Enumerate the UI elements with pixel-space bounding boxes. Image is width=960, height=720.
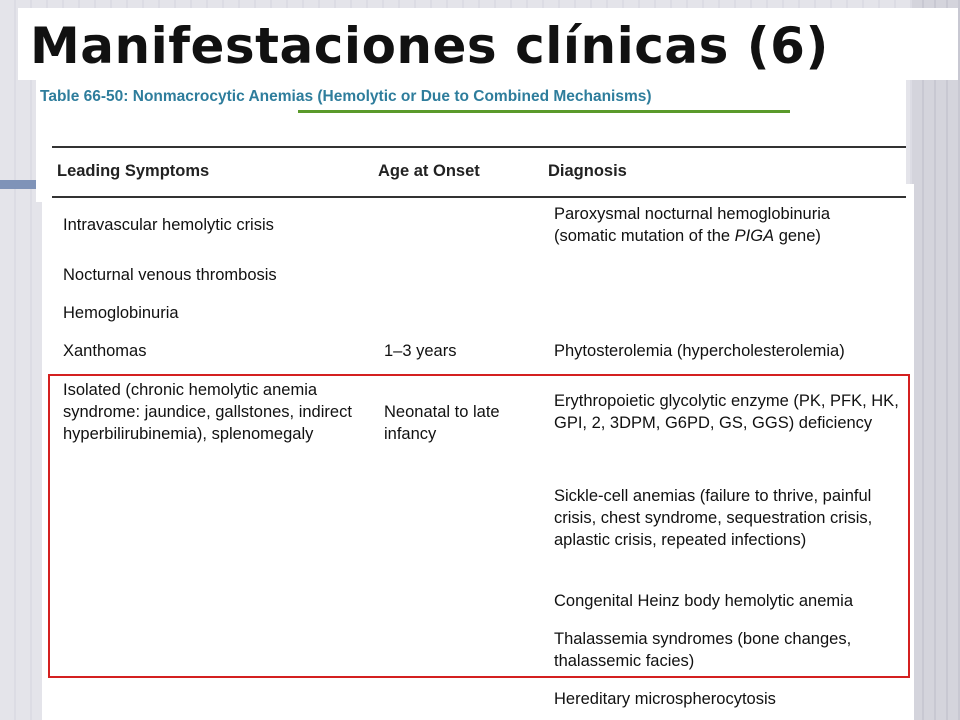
diagnosis-text: gene) [774, 227, 821, 245]
slide-title: Manifestaciones clínicas (6) [30, 17, 829, 75]
cell-diagnosis: Thalassemia syndromes (bone changes, thalassemic facies) [554, 630, 852, 670]
cell-symptoms: Nocturnal venous thrombosis [63, 266, 277, 284]
cell-age: 1–3 years [384, 342, 457, 360]
cell-diagnosis: Hereditary microspherocytosis [554, 690, 776, 708]
cell-symptoms: Isolated (chronic hemolytic anemia syndrome: jaundice, gallstones, indirect hyperbilirubinemia), splenomegaly [63, 381, 352, 443]
cell-symptoms: Hemoglobinuria [63, 304, 179, 322]
diagnosis-text: (somatic mutation of the [554, 227, 735, 245]
gene-name: PIGA [734, 227, 775, 245]
column-header-diagnosis: Diagnosis [548, 162, 627, 180]
table-header-rule [52, 196, 906, 198]
cell-diagnosis: Phytosterolemia (hypercholesterolemia) [554, 342, 845, 360]
cell-symptoms: Xanthomas [63, 342, 147, 360]
caption-underline [298, 110, 790, 113]
column-header-symptoms: Leading Symptoms [57, 162, 210, 180]
column-header-age: Age at Onset [378, 162, 480, 180]
cell-diagnosis: Congenital Heinz body hemolytic anemia [554, 592, 853, 610]
slide-side-decoration [912, 0, 960, 720]
cell-age: Neonatal to late infancy [384, 403, 500, 443]
cell-diagnosis: Sickle-cell anemias (failure to thrive, painful crisis, chest syndrome, sequestration crisis, aplastic crisis, repeated infections) [554, 487, 873, 549]
highlight-box [48, 374, 910, 678]
table-top-rule [52, 146, 906, 148]
diagnosis-line: Paroxysmal nocturnal hemoglobinuria [554, 205, 831, 223]
cell-diagnosis: Erythropoietic glycolytic enzyme (PK, PFK, HK, GPI, 2, 3DPM, G6PD, GS, GGS) deficiency [554, 392, 899, 432]
cell-symptoms: Intravascular hemolytic crisis [63, 216, 274, 234]
cell-diagnosis [554, 203, 904, 247]
table-caption: Table 66-50: Nonmacrocytic Anemias (Hemolytic or Due to Combined Mechanisms) [40, 88, 652, 105]
